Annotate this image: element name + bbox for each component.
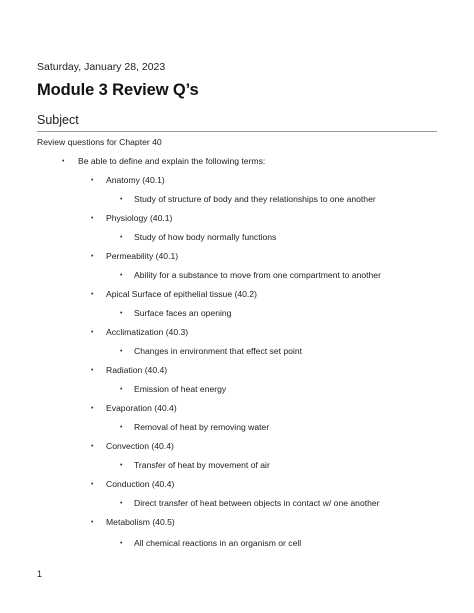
bullet-icon: • bbox=[120, 386, 123, 393]
term-label: Convection (40.4) bbox=[106, 441, 174, 451]
bullet-icon: • bbox=[91, 405, 94, 412]
subject-heading: Subject bbox=[37, 113, 79, 127]
term-label: Permeability (40.1) bbox=[106, 251, 179, 261]
term-definition: Surface faces an opening bbox=[134, 308, 232, 318]
bullet-icon: • bbox=[120, 540, 123, 547]
term-label: Acclimatization (40.3) bbox=[106, 327, 189, 337]
bullet-icon: • bbox=[91, 519, 94, 526]
bullet-icon: • bbox=[120, 196, 123, 203]
term-label: Radiation (40.4) bbox=[106, 365, 168, 375]
bullet-icon: • bbox=[120, 272, 123, 279]
term-definition: Changes in environment that effect set point bbox=[134, 346, 303, 356]
term-definition: Study of how body normally functions bbox=[134, 232, 277, 242]
bullet-icon: • bbox=[120, 424, 123, 431]
term-definition: All chemical reactions in an organism or cell bbox=[134, 538, 302, 548]
bullet-icon: • bbox=[91, 443, 94, 450]
list-item-level1: Be able to define and explain the following terms: bbox=[78, 156, 266, 166]
bullet-icon: • bbox=[120, 500, 123, 507]
bullet-icon: • bbox=[120, 310, 123, 317]
bullet-icon: • bbox=[120, 462, 123, 469]
bullet-icon: • bbox=[120, 348, 123, 355]
bullet-icon: • bbox=[91, 253, 94, 260]
bullet-icon: • bbox=[91, 215, 94, 222]
term-label: Apical Surface of epithelial tissue (40.2) bbox=[106, 289, 257, 299]
bullet-icon: • bbox=[91, 481, 94, 488]
term-definition: Removal of heat by removing water bbox=[134, 422, 270, 432]
term-label: Anatomy (40.1) bbox=[106, 175, 165, 185]
page-title: Module 3 Review Q’s bbox=[37, 81, 199, 99]
term-definition: Study of structure of body and they relationships to one another bbox=[134, 194, 376, 204]
bullet-icon: • bbox=[91, 177, 94, 184]
heading-divider bbox=[37, 131, 437, 132]
bullet-icon: • bbox=[91, 367, 94, 374]
term-label: Evaporation (40.4) bbox=[106, 403, 177, 413]
term-definition: Ability for a substance to move from one compartment to another bbox=[134, 270, 381, 280]
term-definition: Direct transfer of heat between objects in contact w/ one another bbox=[134, 498, 380, 508]
page-number: 1 bbox=[37, 569, 43, 579]
intro-text: Review questions for Chapter 40 bbox=[37, 137, 162, 147]
term-definition: Emission of heat energy bbox=[134, 384, 227, 394]
term-definition: Transfer of heat by movement of air bbox=[134, 460, 270, 470]
term-label: Physiology (40.1) bbox=[106, 213, 173, 223]
bullet-icon: • bbox=[120, 234, 123, 241]
bullet-icon: • bbox=[62, 158, 65, 165]
document-date: Saturday, January 28, 2023 bbox=[37, 61, 166, 73]
term-label: Conduction (40.4) bbox=[106, 479, 175, 489]
bullet-icon: • bbox=[91, 291, 94, 298]
term-label: Metabolism (40.5) bbox=[106, 517, 175, 527]
bullet-icon: • bbox=[91, 329, 94, 336]
